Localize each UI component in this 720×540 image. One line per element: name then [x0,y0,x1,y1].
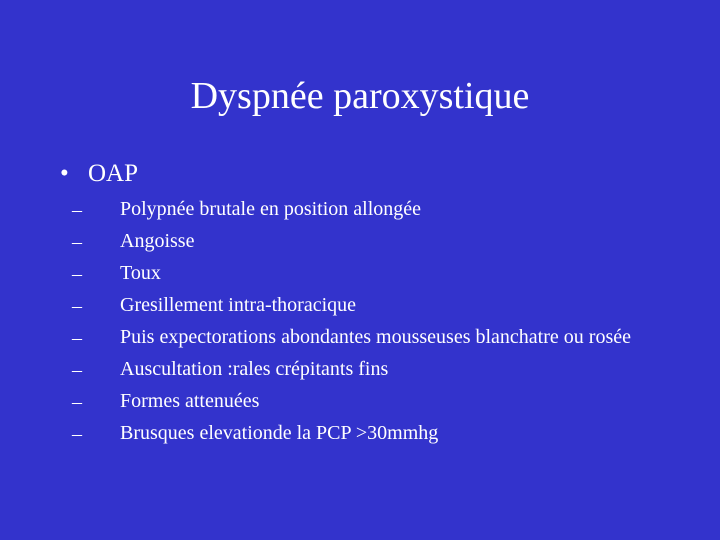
bullet-oap [60,158,138,190]
list-item [72,290,672,322]
dash-marker: – [72,391,82,413]
list-item-text: Angoisse [120,230,195,252]
list-item-text: Brusques elevationde la PCP >30mmhg [120,422,439,444]
list-item-text: Puis expectorations abondantes mousseuses blanchatre ou rosée [120,326,631,348]
list-item [72,226,672,258]
sub-bullet-list [72,194,672,450]
list-item-text: Auscultation :rales crépitants fins [120,358,389,380]
list-item [72,418,672,450]
slide-title: Dyspnée paroxystique [190,75,530,117]
list-item [72,354,672,386]
dash-marker: – [72,295,82,317]
list-item-text: Formes attenuées [120,390,260,412]
list-item [72,194,672,226]
dash-marker: – [72,359,82,381]
dash-marker: – [72,231,82,253]
list-item [72,258,672,290]
list-item-text: Gresillement intra-thoracique [120,294,357,316]
list-item [72,386,672,418]
list-item [72,322,672,354]
bullet-marker: • [60,160,69,187]
dash-marker: – [72,199,82,221]
bullet-label: OAP [88,160,139,187]
list-item-text: Polypnée brutale en position allongée [120,198,422,220]
list-item-text: Toux [120,262,161,284]
dash-marker: – [72,327,82,349]
dash-marker: – [72,263,82,285]
dash-marker: – [72,423,82,445]
